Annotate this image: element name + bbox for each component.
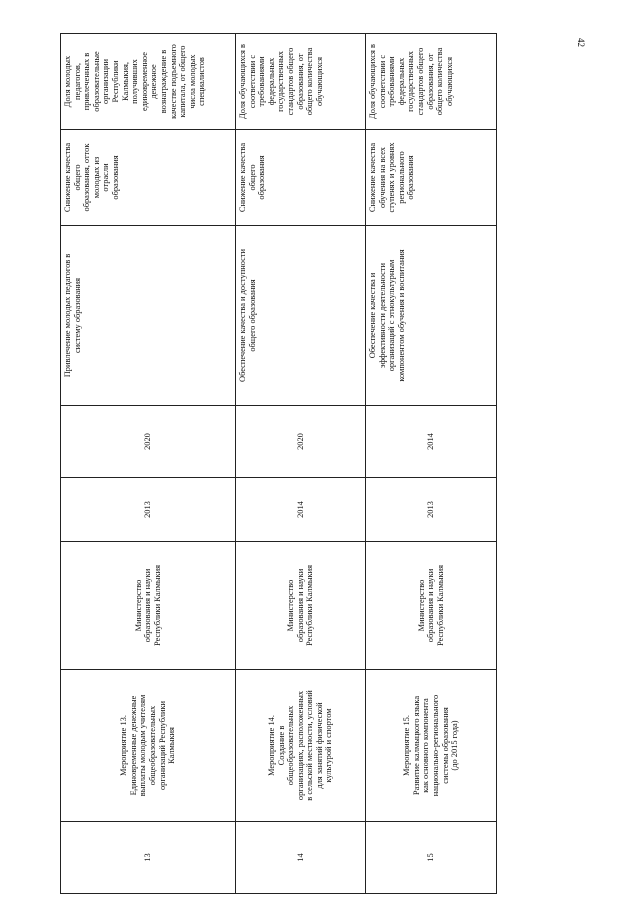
executor-cell-line: образования и науки: [426, 568, 436, 643]
indicator-cell-line: Доля молодых: [63, 55, 72, 108]
consequence-cell-line: ступенях и уровнях: [387, 142, 397, 213]
executor-cell: [366, 542, 497, 670]
indicator-cell-line: образовательные: [91, 51, 101, 112]
indicator-cell-line: вознаграждение в: [158, 49, 168, 114]
start-year-cell: 2014: [236, 478, 366, 542]
table-row: [61, 34, 236, 894]
consequence-cell-line: молодых из: [91, 156, 101, 199]
event-cell-line: Развитие калмыцкого языка: [411, 695, 421, 796]
indicator-cell-line: федеральных: [266, 57, 276, 106]
event-cell-line: Мероприятие 13.: [119, 715, 129, 776]
event-cell-line: Единовременные денежные: [128, 695, 138, 796]
indicator-cell-line: денежное: [149, 64, 159, 99]
consequence-cell-line: Снижение качества: [368, 142, 377, 213]
row-number-cell: 14: [236, 822, 366, 894]
executor-cell-line: Республики Калмыкия: [152, 565, 162, 646]
executor-cell-line: Республики Калмыкия: [435, 565, 445, 646]
indicator-cell-line: требованиями: [257, 56, 267, 107]
indicator-cell-line: единовременное: [139, 52, 149, 111]
event-cell-line: Создание в: [276, 725, 286, 766]
indicator-cell-line: соответствии с: [377, 54, 387, 109]
executor-cell-line: образования и науки: [143, 568, 153, 643]
executor-cell: [236, 542, 366, 670]
start-year-cell: 2013: [366, 478, 497, 542]
consequence-cell: [366, 130, 497, 226]
event-cell-line: общеобразовательных: [286, 705, 296, 786]
consequence-cell-line: образования, отток: [82, 143, 92, 212]
indicator-cell-line: государственных: [276, 51, 286, 112]
expected-result-cell-line: Обеспечение качества и: [368, 272, 377, 359]
indicator-cell-line: педагогов,: [72, 63, 82, 100]
start-year-cell: 2013: [61, 478, 236, 542]
expected-result-cell-line: общего образования: [247, 279, 257, 352]
event-cell: [366, 670, 497, 822]
indicator-cell-line: требованиями: [387, 56, 397, 107]
consequence-cell: [236, 130, 366, 226]
indicator-cell-line: качестве подъемного: [168, 44, 178, 119]
consequence-cell-line: общего: [72, 164, 82, 191]
event-cell-line: общеобразовательных: [148, 705, 157, 786]
executor-cell-line: Республики Калмыкия: [305, 565, 315, 646]
indicator-cell-line: государственных: [406, 51, 416, 112]
indicator-cell-line: специалистов: [197, 57, 207, 106]
event-cell-line: Калмыкия: [167, 727, 177, 764]
table-row: [236, 34, 366, 894]
executor-cell-line: Министерство: [416, 579, 426, 632]
end-year-cell: 2020: [61, 406, 236, 478]
expected-result-cell: [236, 226, 366, 406]
expected-result-cell-line: систему образования: [72, 277, 82, 354]
expected-result-cell-line: компонентом обучения и воспитания: [396, 249, 406, 382]
event-cell-line: в сельской местности, условий: [305, 690, 315, 801]
event-cell-line: национально-регионального: [431, 694, 440, 797]
event-cell: [236, 670, 366, 822]
end-year-cell: 2014: [366, 406, 497, 478]
consequence-cell-line: обучения на всех: [377, 147, 387, 208]
consequence-cell-line: Снижение качества: [238, 142, 247, 213]
indicator-cell-line: стандартов общего: [285, 47, 295, 116]
executor-cell-line: Министерство: [286, 579, 296, 632]
row-number-cell: 15: [366, 822, 497, 894]
consequence-cell: [61, 130, 236, 226]
expected-result-cell: [61, 226, 236, 406]
consequence-cell-line: образования: [406, 155, 416, 200]
event-cell-line: Мероприятие 15.: [402, 715, 412, 776]
expected-result-cell-line: Обеспечение качества и доступности: [238, 249, 247, 382]
indicator-cell: [61, 34, 236, 130]
indicator-cell-line: получивших: [130, 59, 140, 104]
consequence-cell-line: образования: [257, 155, 267, 200]
indicator-cell-line: привлеченных в: [82, 52, 92, 111]
consequence-cell-line: регионального: [396, 151, 406, 204]
indicator-cell-line: образования, от: [425, 53, 435, 110]
expected-result-cell-line: организаций с этнокультурным: [387, 259, 397, 372]
event-cell-line: организациях, расположенных: [295, 690, 305, 801]
indicator-cell-line: Республики: [110, 60, 120, 103]
indicator-cell-line: обучающихся: [444, 57, 454, 106]
row-number-cell: 13: [61, 822, 236, 894]
executor-cell-line: образования и науки: [295, 568, 305, 643]
executor-cell-line: Министерство: [133, 579, 143, 632]
indicator-cell-line: Доля обучающихся в: [238, 44, 247, 119]
event-cell-line: (до 2015 года): [450, 720, 460, 771]
expected-result-cell: [366, 226, 497, 406]
expected-result-cell-line: эффективности деятельности: [377, 263, 387, 368]
indicator-cell-line: образования, от: [295, 53, 305, 110]
event-cell-line: организаций Республики: [157, 700, 167, 791]
indicator-cell-line: общего количества: [305, 47, 315, 116]
indicator-cell: [366, 34, 497, 130]
event-cell-line: культурой и спортом: [324, 708, 334, 783]
executor-cell: [61, 542, 236, 670]
event-cell-line: как основного компонента: [421, 698, 431, 793]
event-cell: [61, 670, 236, 822]
page-number: 42: [576, 38, 586, 47]
indicator-cell-line: Калмыкия,: [120, 62, 130, 101]
event-cell-line: Мероприятие 14.: [266, 715, 276, 776]
indicator-cell-line: соответствии с: [247, 54, 257, 109]
consequence-cell-line: Снижение качества: [63, 142, 72, 213]
indicator-cell-line: Доля обучающихся в: [368, 44, 377, 119]
consequence-cell-line: отрасли: [101, 163, 111, 192]
indicator-cell-line: числа молодых: [187, 54, 197, 109]
program-activities-table: [60, 33, 497, 894]
rotated-table-container: [60, 34, 496, 894]
event-cell-line: системы образования: [440, 707, 450, 784]
end-year-cell: 2020: [236, 406, 366, 478]
indicator-cell-line: федеральных: [396, 57, 406, 106]
consequence-cell-line: общего: [247, 164, 257, 191]
table-row: [366, 34, 497, 894]
indicator-cell-line: общего количества: [435, 47, 445, 116]
event-cell-line: для занятий физической: [314, 702, 324, 789]
indicator-cell-line: обучающихся: [314, 57, 324, 106]
consequence-cell-line: образования: [110, 155, 120, 200]
indicator-cell-line: капитала, от общего: [178, 45, 188, 118]
expected-result-cell-line: Привлечение молодых педагогов в: [63, 253, 72, 378]
indicator-cell: [236, 34, 366, 130]
indicator-cell-line: организации: [101, 59, 111, 104]
event-cell-line: выплаты молодым учителям: [138, 694, 148, 797]
indicator-cell-line: стандартов общего: [415, 47, 425, 116]
